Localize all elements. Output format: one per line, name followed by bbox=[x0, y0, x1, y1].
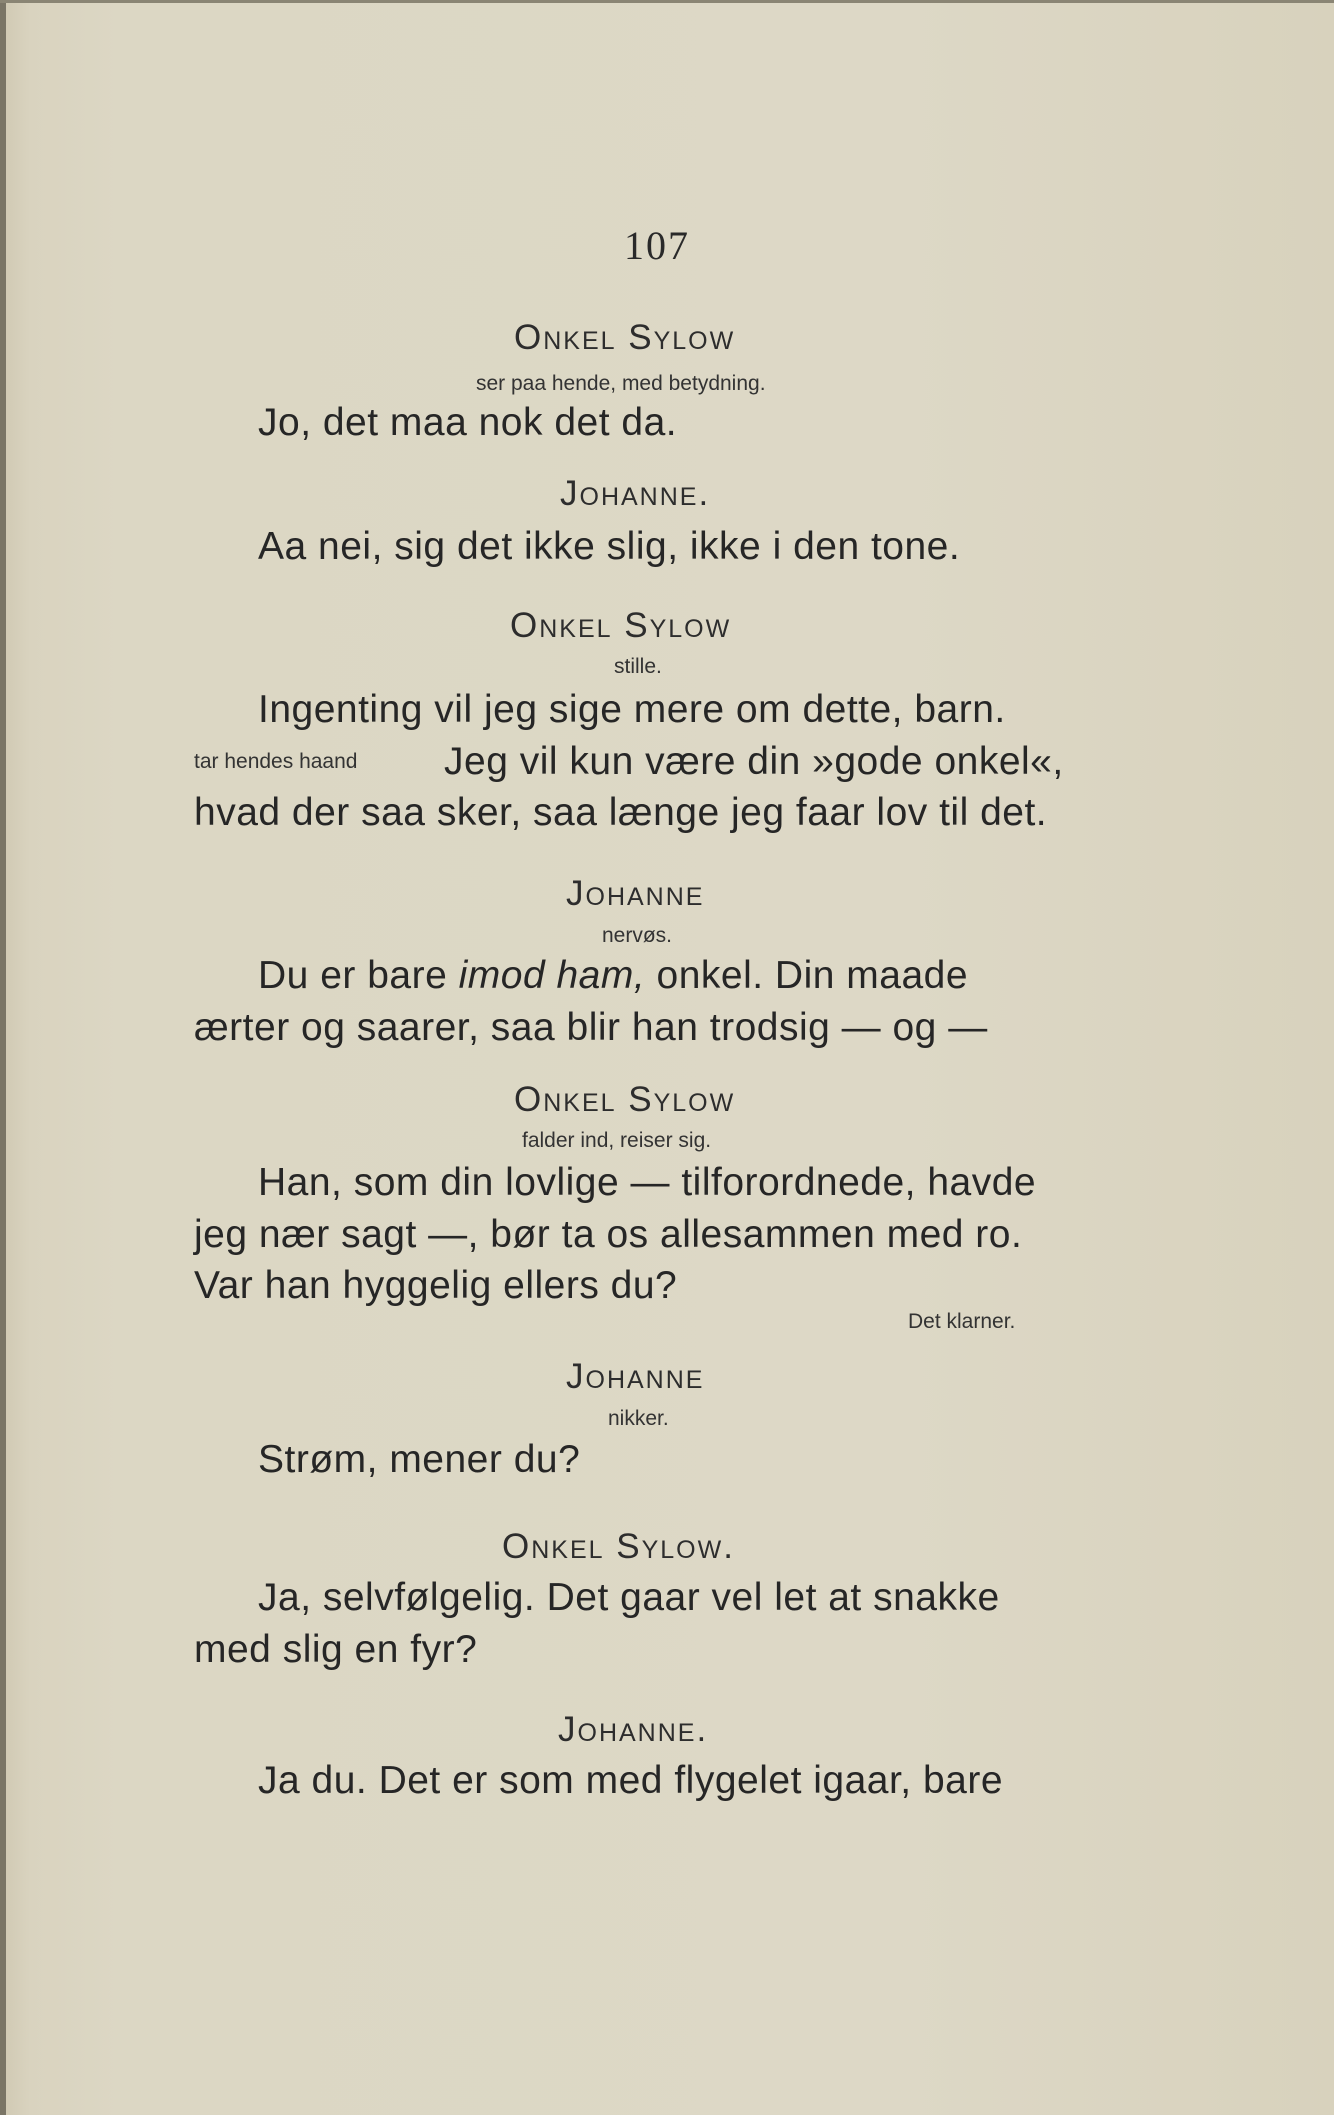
dialogue-fragment: Du er bare bbox=[258, 954, 459, 997]
speaker-name: Johanne bbox=[566, 1357, 705, 1396]
dialogue-line: Ja du. Det er som med flygelet igaar, bare bbox=[258, 1759, 1004, 1802]
dialogue-fragment: onkel. Din maade bbox=[645, 954, 969, 997]
dialogue-line: Aa nei, sig det ikke slig, ikke i den tone. bbox=[258, 525, 961, 568]
stage-direction: falder ind, reiser sig. bbox=[522, 1129, 712, 1152]
dialogue-line: Ja, selvfølgelig. Det gaar vel let at snakke bbox=[258, 1576, 1000, 1619]
emphasized-text: imod ham, bbox=[458, 954, 646, 997]
stage-direction: ser paa hende, med betydning. bbox=[476, 372, 766, 395]
speaker-name: Onkel Sylow bbox=[510, 606, 732, 645]
dialogue-line: Strøm, mener du? bbox=[258, 1438, 581, 1481]
dialogue-line: hvad der saa sker, saa længe jeg faar lov til det. bbox=[194, 791, 1048, 834]
dialogue-line: Var han hyggelig ellers du? bbox=[194, 1264, 678, 1307]
speaker-name: Onkel Sylow bbox=[514, 1080, 736, 1119]
speaker-name: Johanne bbox=[566, 874, 705, 913]
side-direction: Det klarner. bbox=[908, 1310, 1016, 1333]
dialogue-line bbox=[258, 956, 968, 995]
speaker-name: Onkel Sylow. bbox=[502, 1527, 735, 1566]
dialogue-line: jeg nær sagt —, bør ta os allesammen med ro. bbox=[194, 1213, 1023, 1256]
dialogue-line: Ingenting vil jeg sige mere om dette, barn. bbox=[258, 688, 1006, 731]
stage-direction: nikker. bbox=[608, 1407, 669, 1430]
page-number: 107 bbox=[624, 223, 690, 268]
dialogue-line: Han, som din lovlige — tilforordnede, havde bbox=[258, 1161, 1037, 1204]
side-direction: tar hendes haand bbox=[194, 750, 358, 773]
dialogue-line: Jeg vil kun være din »gode onkel«, bbox=[444, 740, 1064, 783]
dialogue-line: Jo, det maa nok det da. bbox=[258, 401, 678, 444]
stage-direction: nervøs. bbox=[602, 924, 673, 947]
speaker-name: Onkel Sylow bbox=[514, 318, 736, 357]
speaker-name: Johanne. bbox=[558, 1710, 709, 1749]
dialogue-line: ærter og saarer, saa blir han trodsig — og — bbox=[194, 1006, 988, 1049]
speaker-name: Johanne. bbox=[560, 474, 711, 513]
stage-direction: stille. bbox=[614, 655, 662, 678]
dialogue-line: med slig en fyr? bbox=[194, 1628, 478, 1671]
